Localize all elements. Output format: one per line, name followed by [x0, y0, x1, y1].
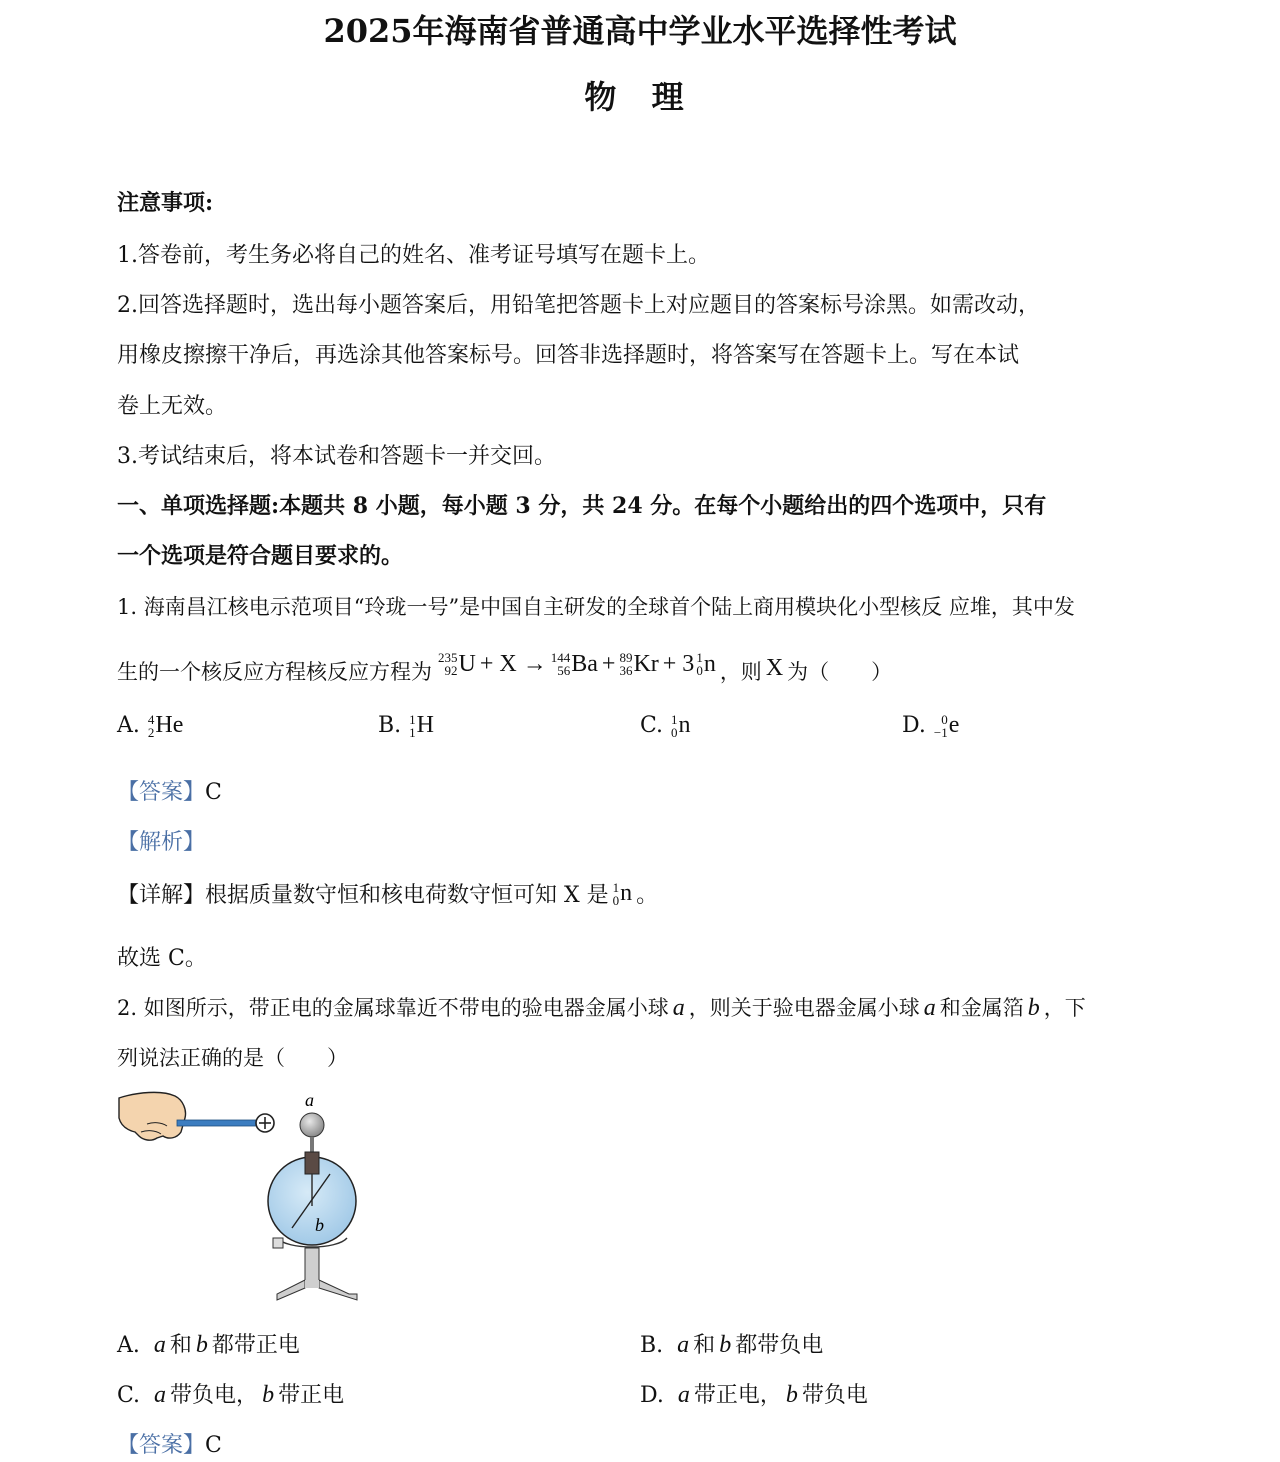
insulating-rod: [177, 1120, 259, 1126]
q1-option-d: D. 0 −1 e: [902, 711, 960, 740]
q1-analysis-tag: 【解析】: [117, 830, 206, 855]
notice-item-2-line-1: 2.回答选择题时，选出每小题答案后，用铅笔把答题卡上对应题目的答案标号涂黑。如需改动，: [117, 293, 1040, 318]
q1-option-a: A. 4 2 He: [117, 711, 184, 740]
q1-option-b: B. 1 1 H: [378, 711, 435, 740]
exam-title: 2025年海南省普通高中学业水平选择性考试: [323, 12, 957, 50]
q1-stem-suffix-a: ，则: [719, 660, 762, 684]
section-heading-line-1: 一、单项选择题:本题共 8 小题，每小题 3 分，共 24 分。在每个小题给出的四个选项中，只有: [117, 493, 1047, 519]
notice-item-2-line-3: 卷上无效。: [117, 394, 228, 419]
notice-heading: 注意事项:: [117, 190, 214, 216]
detail-tag: 【详解】: [117, 883, 206, 908]
q2-option-d: D. a 带正电， b 带负电: [640, 1382, 868, 1408]
label-b: b: [315, 1215, 324, 1235]
q2-stem-line-1: 2. 如图所示，带正电的金属球靠近不带电的验电器金属小球 a ，则关于验电器金属小球 a 和金属箔 b ，下: [117, 995, 1086, 1021]
notice-item-1: 1.答卷前，考生务必将自己的姓名、准考证号填写在题卡上。: [117, 243, 710, 268]
neutron-nuclide: 1 0 n: [696, 650, 716, 678]
subject-title: 物 理: [584, 78, 696, 116]
q1-conclusion: 故选 C。: [117, 946, 207, 971]
q1-stem-prefix: 生的一个核反应方程核反应方程为: [117, 660, 432, 684]
label-a: a: [305, 1090, 314, 1110]
notice-item-2-line-2: 用橡皮擦擦干净后，再选涂其他答案标号。回答非选择题时，将答案写在答题卡上。写在本试: [117, 343, 1020, 368]
krypton-nuclide: 89 36 Kr: [619, 650, 659, 678]
eq-plus-x: + X →: [479, 650, 547, 677]
q2-option-a: A. a 和 b 都带正电: [117, 1332, 300, 1358]
notice-item-3: 3.考试结束后，将本试卷和答题卡一并交回。: [117, 444, 556, 469]
answer-tag: 【答案】: [117, 780, 206, 805]
electroscope-stand: [305, 1248, 319, 1282]
q2-option-c: C. a 带负电， b 带正电: [117, 1382, 345, 1408]
q2-option-b: B. a 和 b 都带负电: [640, 1332, 824, 1358]
q1-detail: 【详解】 根据质量数守恒和核电荷数守恒可知 X 是 1 0 n 。: [117, 879, 659, 908]
q1-reaction-equation: [438, 651, 716, 678]
small-metal-ball-a: [300, 1113, 324, 1137]
insulating-stopper: [305, 1152, 319, 1174]
electroscope-figure: [117, 1088, 367, 1308]
q1-answer: 【答案】C: [117, 780, 222, 805]
q1-stem-line-2: [117, 642, 892, 686]
eq-plus: +: [601, 650, 616, 677]
hand-illustration: [119, 1092, 186, 1140]
q2-answer: 【答案】C: [117, 1433, 222, 1458]
eq-plus-three: + 3: [662, 650, 695, 677]
answer-tag: 【答案】: [117, 1433, 206, 1458]
q1-stem-suffix-b: 为（ ）: [787, 660, 893, 684]
q2-stem-line-2: 列说法正确的是（ ）: [117, 1046, 348, 1070]
q1-option-c: C. 1 0 n: [640, 711, 691, 740]
q1-stem-line-1: 1. 海南昌江核电示范项目“玲珑一号”是中国自主研发的全球首个陆上商用模块化小型核反 应堆，其中发: [117, 595, 1075, 619]
section-heading-line-2: 一个选项是符合题目要求的。: [117, 543, 404, 569]
uranium-nuclide: 235 92 U: [438, 650, 476, 678]
q1-var-x: X: [765, 654, 784, 681]
barium-nuclide: 144 56 Ba: [550, 650, 598, 678]
